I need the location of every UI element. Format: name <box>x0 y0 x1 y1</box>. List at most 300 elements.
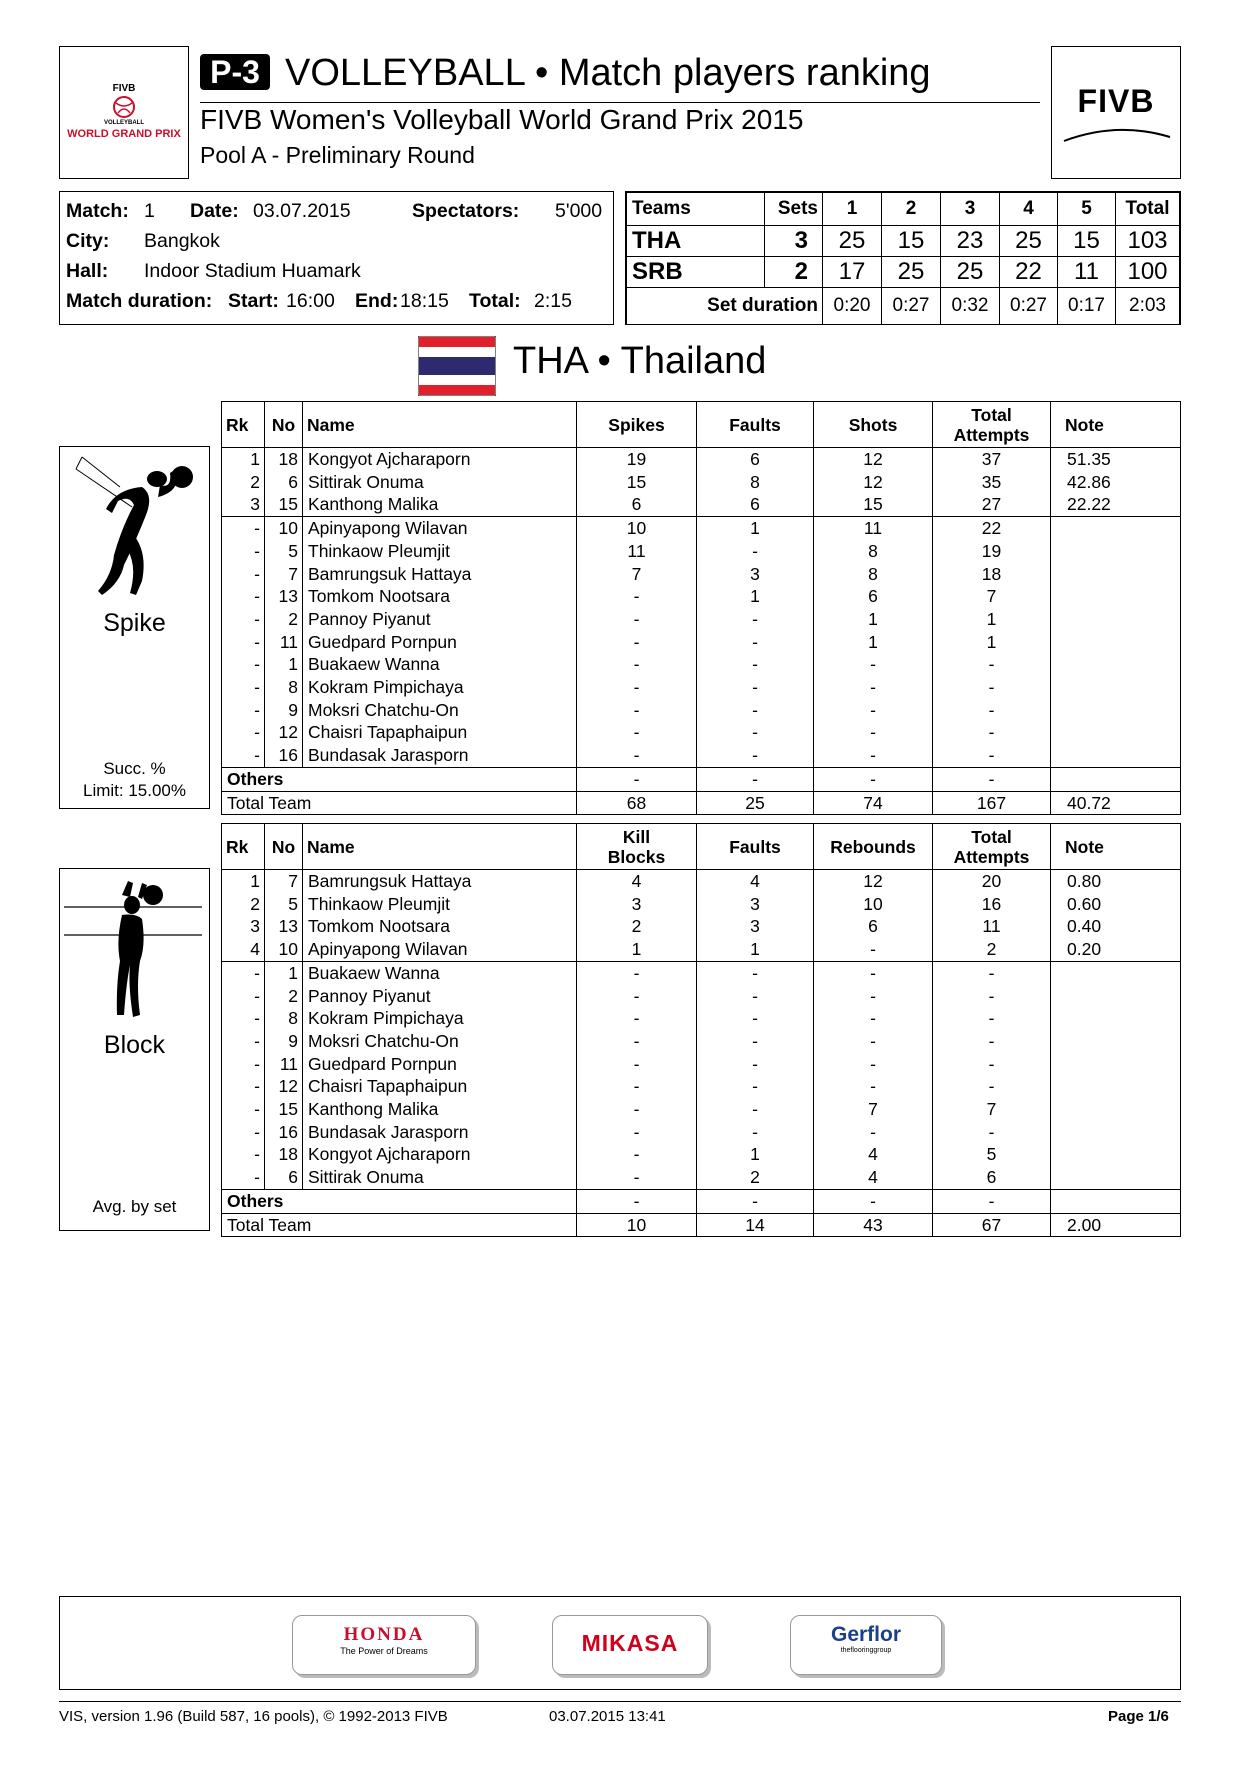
table-cell: - <box>697 1075 814 1098</box>
set-duration-cell: 0:32 <box>941 288 1000 325</box>
table-cell: - <box>814 721 933 744</box>
table-cell: 13 <box>265 585 303 608</box>
table-row <box>222 563 1181 586</box>
score-header-row <box>627 193 1180 226</box>
table-cell: - <box>814 767 933 791</box>
score-header-cell: 3 <box>941 193 1000 226</box>
others-row <box>222 767 1181 791</box>
table-row <box>222 448 1181 471</box>
table-cell: 68 <box>577 791 697 815</box>
table-cell: 8 <box>814 563 933 586</box>
page-title: VOLLEYBALL • Match players ranking <box>285 52 931 94</box>
table-row <box>222 1007 1181 1030</box>
table-cell: 7 <box>577 563 697 586</box>
volleyball-icon <box>112 95 136 119</box>
match-date: 03.07.2015 <box>253 200 351 222</box>
table-cell: - <box>577 767 697 791</box>
table-cell: - <box>814 1030 933 1053</box>
score-total-points: 103 <box>1116 226 1180 257</box>
table-row <box>222 1166 1181 1189</box>
table-cell: - <box>814 1053 933 1076</box>
set-duration-label: Set duration <box>627 288 823 325</box>
table-cell <box>1051 1007 1181 1030</box>
set-duration-cell: 0:17 <box>1058 288 1116 325</box>
col-header: Name <box>303 824 577 870</box>
table-cell: - <box>697 1098 814 1121</box>
score-header-cell: 1 <box>823 193 882 226</box>
table-cell: Apinyapong Wilavan <box>303 938 577 961</box>
table-cell: 16 <box>933 893 1051 916</box>
table-cell: 11 <box>933 915 1051 938</box>
col-header: No <box>265 824 303 870</box>
table-cell: 3 <box>577 893 697 916</box>
table-cell: 6 <box>814 585 933 608</box>
table-cell: - <box>222 1030 265 1053</box>
table-cell <box>1051 608 1181 631</box>
table-cell: Chaisri Tapaphaipun <box>303 721 577 744</box>
start-time: 16:00 <box>286 290 335 312</box>
hall-label: Hall: <box>66 260 109 282</box>
table-cell: - <box>577 1075 697 1098</box>
table-cell: 27 <box>933 493 1051 516</box>
table-cell: - <box>222 540 265 563</box>
table-cell: Buakaew Wanna <box>303 961 577 984</box>
table-cell <box>1051 676 1181 699</box>
table-cell: - <box>222 985 265 1008</box>
table-cell <box>1051 1030 1181 1053</box>
table-cell: - <box>577 585 697 608</box>
table-cell: - <box>222 585 265 608</box>
table-cell: 1 <box>814 608 933 631</box>
world-grand-prix-logo <box>59 46 189 179</box>
table-cell: 1 <box>933 608 1051 631</box>
table-cell: Thinkaow Pleumjit <box>303 893 577 916</box>
table-row <box>222 893 1181 916</box>
table-cell: 12 <box>265 721 303 744</box>
table-cell: 5 <box>933 1143 1051 1166</box>
table-cell: - <box>697 1053 814 1076</box>
table-cell: Bamrungsuk Hattaya <box>303 870 577 893</box>
table-cell: - <box>577 1143 697 1166</box>
date-label: Date: <box>190 200 239 222</box>
table-cell: 10 <box>265 938 303 961</box>
table-cell: 8 <box>697 471 814 494</box>
table-cell: 18 <box>933 563 1051 586</box>
table-cell: Others <box>222 1189 577 1213</box>
table-cell: - <box>933 653 1051 676</box>
table-cell: Total Team <box>222 1213 577 1237</box>
table-cell: - <box>933 1030 1051 1053</box>
table-cell: - <box>222 1075 265 1098</box>
table-cell: Others <box>222 767 577 791</box>
table-cell: 37 <box>933 448 1051 471</box>
table-cell: - <box>577 1189 697 1213</box>
table-row <box>222 540 1181 563</box>
table-cell <box>1051 961 1181 984</box>
table-cell: 6 <box>697 493 814 516</box>
table-cell: - <box>697 744 814 767</box>
table-cell: - <box>577 721 697 744</box>
table-cell: Kongyot Ajcharaporn <box>303 448 577 471</box>
col-header: Total Attempts <box>933 824 1051 870</box>
block-panel <box>59 868 210 1231</box>
table-cell: - <box>577 1030 697 1053</box>
page-badge: P-3 <box>200 54 270 90</box>
table-cell: - <box>577 653 697 676</box>
table-cell: - <box>577 1166 697 1189</box>
table-cell: - <box>577 676 697 699</box>
table-row <box>222 471 1181 494</box>
table-cell: - <box>814 1121 933 1144</box>
table-cell: 0.60 <box>1051 893 1181 916</box>
city-label: City: <box>66 230 110 252</box>
table-cell: Guedpard Pornpun <box>303 1053 577 1076</box>
logo-fivb-text: FIVB <box>112 83 136 94</box>
table-cell <box>1051 1121 1181 1144</box>
table-cell: - <box>697 653 814 676</box>
table-cell: - <box>697 961 814 984</box>
block-body <box>222 870 1181 1237</box>
table-cell: 20 <box>933 870 1051 893</box>
table-cell: 1 <box>697 938 814 961</box>
table-cell: 9 <box>265 699 303 722</box>
limit-label: Limit: 15.00% <box>83 781 186 800</box>
table-cell: - <box>577 1007 697 1030</box>
table-cell: Guedpard Pornpun <box>303 631 577 654</box>
table-cell: - <box>933 721 1051 744</box>
table-cell: 15 <box>577 471 697 494</box>
table-cell <box>1051 699 1181 722</box>
table-cell: 13 <box>265 915 303 938</box>
table-cell: Tomkom Nootsara <box>303 585 577 608</box>
spectators-count: 5'000 <box>555 200 603 222</box>
table-cell: - <box>222 961 265 984</box>
table-cell <box>1051 1075 1181 1098</box>
score-set-points: 17 <box>823 257 882 288</box>
table-cell: - <box>933 1189 1051 1213</box>
score-set-points: 11 <box>1058 257 1116 288</box>
table-cell: 6 <box>265 1166 303 1189</box>
table-cell: 11 <box>265 631 303 654</box>
table-cell: 1 <box>697 1143 814 1166</box>
table-cell: - <box>222 676 265 699</box>
table-cell: - <box>697 721 814 744</box>
set-duration-cell: 0:27 <box>1000 288 1058 325</box>
table-cell: 1 <box>265 961 303 984</box>
table-row <box>222 744 1181 767</box>
table-cell: 5 <box>265 540 303 563</box>
table-cell: Total Team <box>222 791 577 815</box>
score-sets: 2 <box>765 257 823 288</box>
table-cell: 11 <box>265 1053 303 1076</box>
table-cell <box>1051 585 1181 608</box>
table-cell: 0.80 <box>1051 870 1181 893</box>
fivb-logo <box>1051 46 1181 179</box>
table-cell: Sittirak Onuma <box>303 471 577 494</box>
table-cell: - <box>697 767 814 791</box>
table-cell: Pannoy Piyanut <box>303 608 577 631</box>
col-header: Faults <box>697 402 814 448</box>
col-header: Shots <box>814 402 933 448</box>
table-cell: 15 <box>814 493 933 516</box>
table-row <box>222 493 1181 516</box>
footer-page: Page 1/6 <box>1108 1708 1169 1725</box>
table-cell: 0.20 <box>1051 938 1181 961</box>
table-row <box>222 631 1181 654</box>
table-cell: 1 <box>577 938 697 961</box>
table-row <box>222 1053 1181 1076</box>
total-label: Total: <box>469 290 521 312</box>
table-cell: 74 <box>814 791 933 815</box>
spike-panel <box>59 446 210 809</box>
table-row <box>222 915 1181 938</box>
score-header-cell: 5 <box>1058 193 1116 226</box>
table-cell: Tomkom Nootsara <box>303 915 577 938</box>
table-cell <box>1051 767 1181 791</box>
table-cell: - <box>697 676 814 699</box>
score-total-points: 100 <box>1116 257 1180 288</box>
table-cell: 7 <box>265 870 303 893</box>
table-cell: - <box>697 699 814 722</box>
logo-volleyball-text: VOLLEYBALL <box>104 120 144 126</box>
table-cell: - <box>814 985 933 1008</box>
table-cell <box>1051 744 1181 767</box>
duration-label: Match duration: <box>66 290 213 312</box>
table-cell: 10 <box>265 517 303 540</box>
table-cell: - <box>933 961 1051 984</box>
table-cell: - <box>933 744 1051 767</box>
block-label: Block <box>103 1031 166 1059</box>
set-duration-cell: 0:27 <box>882 288 941 325</box>
table-cell: 9 <box>265 1030 303 1053</box>
col-header: No <box>265 402 303 448</box>
round-title: Pool A - Preliminary Round <box>200 142 475 168</box>
table-cell: - <box>222 1166 265 1189</box>
table-cell: 4 <box>814 1166 933 1189</box>
table-cell: Bundasak Jarasporn <box>303 1121 577 1144</box>
table-cell: 3 <box>697 563 814 586</box>
spectators-label: Spectators: <box>412 200 520 222</box>
table-row <box>222 585 1181 608</box>
table-cell: 3 <box>222 493 265 516</box>
table-cell: 16 <box>265 744 303 767</box>
block-pictogram-icon <box>62 875 207 1025</box>
table-row <box>222 721 1181 744</box>
table-cell: - <box>697 540 814 563</box>
table-cell: - <box>814 1075 933 1098</box>
table-cell: 22.22 <box>1051 493 1181 516</box>
table-cell: - <box>933 1007 1051 1030</box>
table-cell <box>1051 517 1181 540</box>
col-header: Note <box>1051 824 1181 870</box>
table-cell: - <box>222 1098 265 1121</box>
score-header-cell: 4 <box>1000 193 1058 226</box>
table-row <box>222 1075 1181 1098</box>
table-row <box>222 653 1181 676</box>
spike-header-row <box>222 402 1181 448</box>
table-row <box>222 699 1181 722</box>
total-time: 2:15 <box>534 290 572 312</box>
table-cell: 3 <box>697 915 814 938</box>
table-cell <box>1051 1189 1181 1213</box>
table-cell: 10 <box>814 893 933 916</box>
match-label: Match: <box>66 200 129 222</box>
spike-pictogram-icon <box>72 455 197 605</box>
score-set-points: 25 <box>1000 226 1058 257</box>
table-cell: 25 <box>697 791 814 815</box>
table-cell: 5 <box>265 893 303 916</box>
table-cell: 10 <box>577 1213 697 1237</box>
score-set-points: 25 <box>882 257 941 288</box>
table-cell: 4 <box>222 938 265 961</box>
table-cell: - <box>697 608 814 631</box>
table-cell: 1 <box>814 631 933 654</box>
sponsors-bar <box>59 1596 1181 1690</box>
score-set-points: 23 <box>941 226 1000 257</box>
table-cell: 1 <box>697 585 814 608</box>
table-cell: Sittirak Onuma <box>303 1166 577 1189</box>
table-cell <box>1051 985 1181 1008</box>
table-cell: Kokram Pimpichaya <box>303 1007 577 1030</box>
table-cell: - <box>814 653 933 676</box>
honda-name: HONDA <box>343 1624 425 1645</box>
table-cell: - <box>814 1007 933 1030</box>
col-header: Rebounds <box>814 824 933 870</box>
footer-version: VIS, version 1.96 (Build 587, 16 pools), © 1992-2013 FIVB <box>59 1708 448 1725</box>
table-cell: 1 <box>265 653 303 676</box>
table-cell <box>1051 1053 1181 1076</box>
table-cell: 2 <box>265 608 303 631</box>
table-cell: - <box>577 961 697 984</box>
team-title: THA • Thailand <box>513 340 767 382</box>
table-cell: 67 <box>933 1213 1051 1237</box>
footer-rule <box>59 1701 1181 1702</box>
fivb-logo-text: FIVB <box>1077 83 1155 119</box>
table-cell: 8 <box>265 676 303 699</box>
table-cell: 14 <box>697 1213 814 1237</box>
others-row <box>222 1189 1181 1213</box>
mikasa-logo <box>552 1615 708 1675</box>
match-info <box>59 191 614 325</box>
table-cell: - <box>697 1189 814 1213</box>
table-cell: - <box>577 631 697 654</box>
table-cell: 6 <box>265 471 303 494</box>
table-cell: 7 <box>814 1098 933 1121</box>
block-table <box>221 823 1181 1237</box>
match-number: 1 <box>144 200 155 222</box>
table-cell: 2 <box>577 915 697 938</box>
table-cell: Bamrungsuk Hattaya <box>303 563 577 586</box>
avg-by-set-label: Avg. by set <box>92 1197 177 1216</box>
fivb-swoosh-icon <box>1062 125 1172 145</box>
table-cell: 4 <box>577 870 697 893</box>
table-cell: - <box>577 744 697 767</box>
table-cell: 3 <box>697 893 814 916</box>
gerflor-tagline: theflooringgroup <box>840 1647 892 1654</box>
table-cell <box>1051 1166 1181 1189</box>
table-cell: 1 <box>222 448 265 471</box>
col-header: Note <box>1051 402 1181 448</box>
table-cell: - <box>222 1007 265 1030</box>
table-cell: 8 <box>814 540 933 563</box>
table-cell: - <box>222 631 265 654</box>
col-header: Total Attempts <box>933 402 1051 448</box>
spike-label: Spike <box>103 609 166 637</box>
table-cell: Buakaew Wanna <box>303 653 577 676</box>
end-label: End: <box>355 290 399 312</box>
score-table <box>625 191 1181 325</box>
table-cell: 2.00 <box>1051 1213 1181 1237</box>
col-header: Faults <box>697 824 814 870</box>
table-cell: Kanthong Malika <box>303 1098 577 1121</box>
table-cell: - <box>222 563 265 586</box>
table-cell: 16 <box>265 1121 303 1144</box>
table-cell: 51.35 <box>1051 448 1181 471</box>
table-cell: 11 <box>577 540 697 563</box>
table-row <box>222 961 1181 984</box>
table-cell: - <box>933 985 1051 1008</box>
city-value: Bangkok <box>144 230 220 252</box>
table-cell: 6 <box>577 493 697 516</box>
score-sets: 3 <box>765 226 823 257</box>
table-cell: - <box>933 676 1051 699</box>
score-header-cell: Total <box>1116 193 1180 226</box>
table-cell: - <box>814 938 933 961</box>
table-cell <box>1051 1143 1181 1166</box>
table-cell: Kongyot Ajcharaporn <box>303 1143 577 1166</box>
table-cell: - <box>814 699 933 722</box>
gerflor-name: Gerflor <box>830 1623 901 1646</box>
table-row <box>222 1030 1181 1053</box>
table-row <box>222 676 1181 699</box>
logo-wgp-text: WORLD GRAND PRIX <box>67 128 181 140</box>
table-row <box>222 985 1181 1008</box>
col-header: Spikes <box>577 402 697 448</box>
table-cell: - <box>933 699 1051 722</box>
table-cell: 40.72 <box>1051 791 1181 815</box>
table-cell: - <box>222 1143 265 1166</box>
score-header-cell: Teams <box>627 193 765 226</box>
score-set-points: 15 <box>1058 226 1116 257</box>
table-cell <box>1051 563 1181 586</box>
table-cell: Bundasak Jarasporn <box>303 744 577 767</box>
succ-label: Succ. % <box>103 759 166 778</box>
table-cell: 167 <box>933 791 1051 815</box>
table-cell: 12 <box>814 870 933 893</box>
col-header: Name <box>303 402 577 448</box>
table-cell: Thinkaow Pleumjit <box>303 540 577 563</box>
table-cell: - <box>933 1075 1051 1098</box>
table-cell <box>1051 540 1181 563</box>
table-cell: 15 <box>265 493 303 516</box>
table-row <box>222 1143 1181 1166</box>
gerflor-logo <box>790 1615 942 1675</box>
hall-value: Indoor Stadium Huamark <box>144 260 361 282</box>
table-cell: - <box>697 1121 814 1144</box>
table-row <box>222 517 1181 540</box>
table-cell: 35 <box>933 471 1051 494</box>
score-team-code: THA <box>627 226 765 257</box>
title-row <box>200 50 1040 103</box>
table-cell: - <box>222 699 265 722</box>
table-cell: - <box>222 721 265 744</box>
table-cell: - <box>577 608 697 631</box>
score-row-srb <box>627 257 1180 288</box>
table-cell: 6 <box>933 1166 1051 1189</box>
table-cell: 4 <box>697 870 814 893</box>
table-cell: Moksri Chatchu-On <box>303 1030 577 1053</box>
table-cell: 2 <box>222 471 265 494</box>
